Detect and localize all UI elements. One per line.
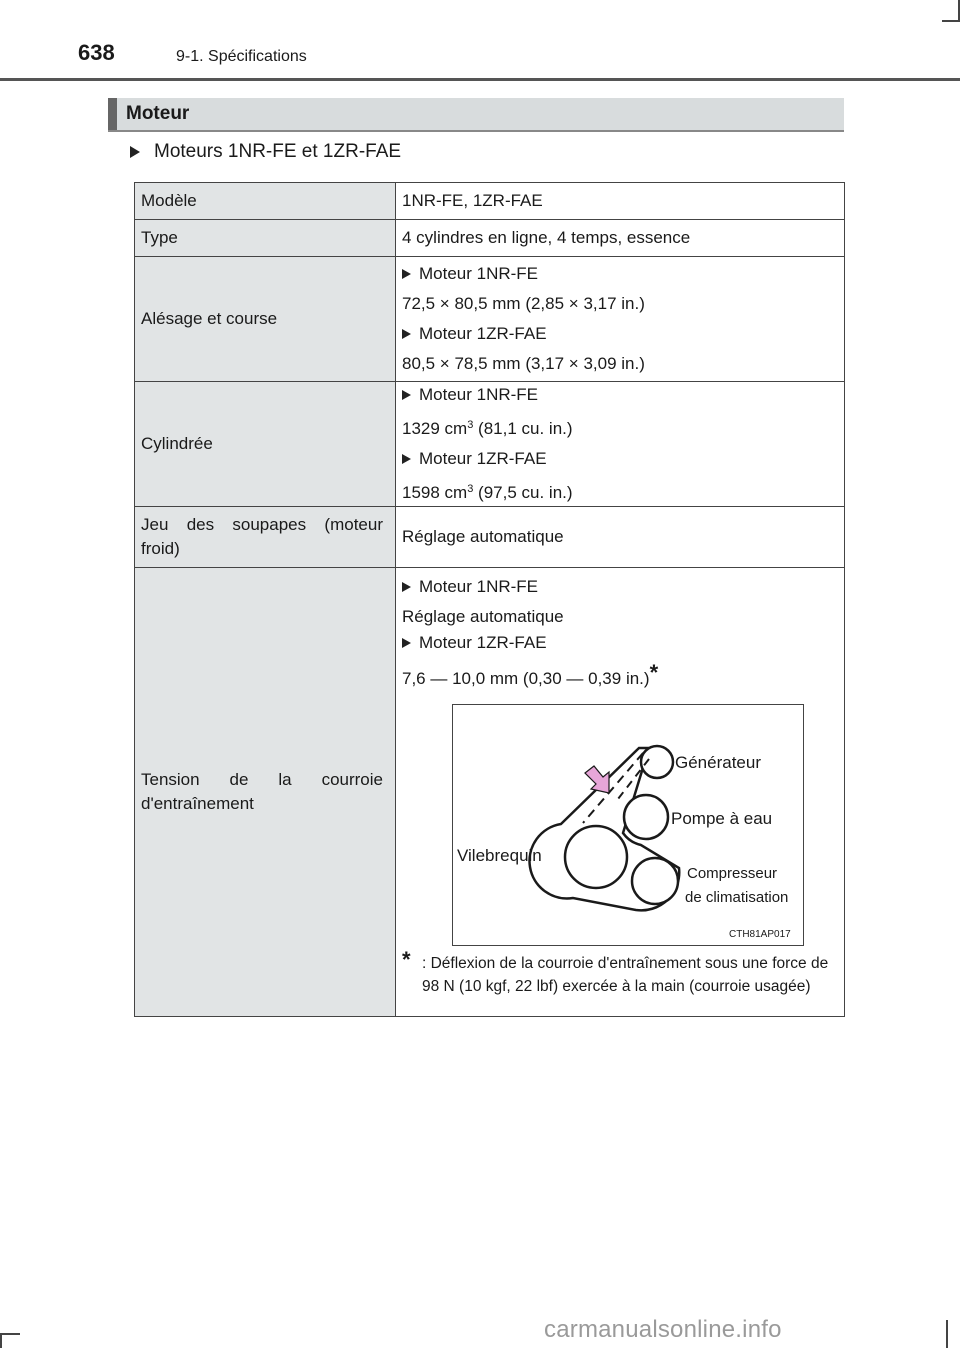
table-row-displacement <box>135 382 845 507</box>
label-water-pump: Pompe à eau <box>671 809 773 828</box>
section-title: Moteur <box>126 103 190 124</box>
label-ac-compressor-2: de climatisation <box>685 889 789 906</box>
header-divider <box>0 78 960 81</box>
table-row-bore-stroke <box>135 257 845 382</box>
engine-heading: Moteur 1ZR-FAE <box>402 448 836 470</box>
water-pump-pulley <box>624 795 668 839</box>
row-label: Jeu des soupapes (moteur froid) <box>135 507 396 568</box>
row-value: 1NR-FE, 1ZR-FAE <box>396 183 845 220</box>
diagram-code: CTH81AP017 <box>729 929 791 940</box>
engine-heading: Moteur 1NR-FE <box>402 263 836 285</box>
triangle-bullet-icon <box>402 638 411 648</box>
spec-value: 1329 $cm^3$ (81,1 cu. in.) <box>402 419 573 438</box>
page-number: 638 <box>78 40 115 65</box>
triangle-bullet-icon <box>402 269 411 279</box>
section-header-accent <box>108 98 117 130</box>
watermark: carmanualsonline.info <box>544 1316 782 1343</box>
triangle-bullet-icon <box>402 390 411 400</box>
row-value <box>396 568 845 1017</box>
row-label: Tension de la courroie d'entraînement <box>135 568 396 1017</box>
belt-diagram <box>452 704 804 946</box>
subheading <box>130 141 401 163</box>
footnote <box>402 947 836 998</box>
engine-heading: Moteur 1NR-FE <box>402 576 836 598</box>
row-label: Type <box>135 220 396 257</box>
triangle-bullet-icon <box>402 582 411 592</box>
table-row-model <box>135 183 845 220</box>
label-crankshaft: Vilebrequin <box>457 846 542 865</box>
row-label: Modèle <box>135 183 396 220</box>
table-row-type <box>135 220 845 257</box>
breadcrumb: 9-1. Spécifications <box>176 48 307 65</box>
spec-value: 7,6 — 10,0 mm (0,30 — 0,39 in.)* <box>402 660 659 688</box>
belt-diagram-graphic <box>453 705 803 945</box>
spec-value: 1598 $cm^3$ (97,5 cu. in.) <box>402 483 573 502</box>
footnote-marker: * <box>649 660 659 685</box>
section-header <box>108 98 844 132</box>
table-row-valve-clearance <box>135 507 845 568</box>
crop-mark <box>942 20 960 22</box>
triangle-bullet-icon <box>402 329 411 339</box>
row-value <box>396 257 845 382</box>
push-arrow-icon <box>585 766 609 793</box>
footnote-text: : Déflexion de la courroie d'entraînement sous une force de 98 N (10 kgf, 22 lbf) exercée à la main (courroie usagée) <box>422 955 829 995</box>
label-generator: Générateur <box>675 753 761 772</box>
crankshaft-pulley <box>565 826 627 888</box>
spec-table <box>134 182 845 1017</box>
spec-value: 72,5 × 80,5 mm (2,85 × 3,17 in.) <box>402 294 645 313</box>
crop-mark <box>0 1333 20 1335</box>
row-label: Alésage et course <box>135 257 396 382</box>
engine-heading: Moteur 1NR-FE <box>402 384 836 406</box>
triangle-bullet-icon <box>402 454 411 464</box>
spec-value: 80,5 × 78,5 mm (3,17 × 3,09 in.) <box>402 354 645 373</box>
crop-mark <box>946 1320 948 1348</box>
label-ac-compressor: Compresseur <box>687 865 778 882</box>
footnote-marker: * <box>402 947 411 972</box>
engine-heading: Moteur 1ZR-FAE <box>402 323 836 345</box>
row-label: Cylindrée <box>135 382 396 507</box>
crop-mark <box>0 1334 2 1348</box>
ac-compressor-pulley <box>632 858 678 904</box>
row-value: 4 cylindres en ligne, 4 temps, essence <box>396 220 845 257</box>
subheading-text: Moteurs 1NR-FE et 1ZR-FAE <box>154 141 402 162</box>
table-row-belt-tension <box>135 568 845 1017</box>
engine-heading: Moteur 1ZR-FAE <box>402 632 836 654</box>
triangle-bullet-icon <box>130 146 140 158</box>
row-value: Réglage automatique <box>396 507 845 568</box>
row-value <box>396 382 845 507</box>
spec-value: Réglage automatique <box>402 607 564 626</box>
